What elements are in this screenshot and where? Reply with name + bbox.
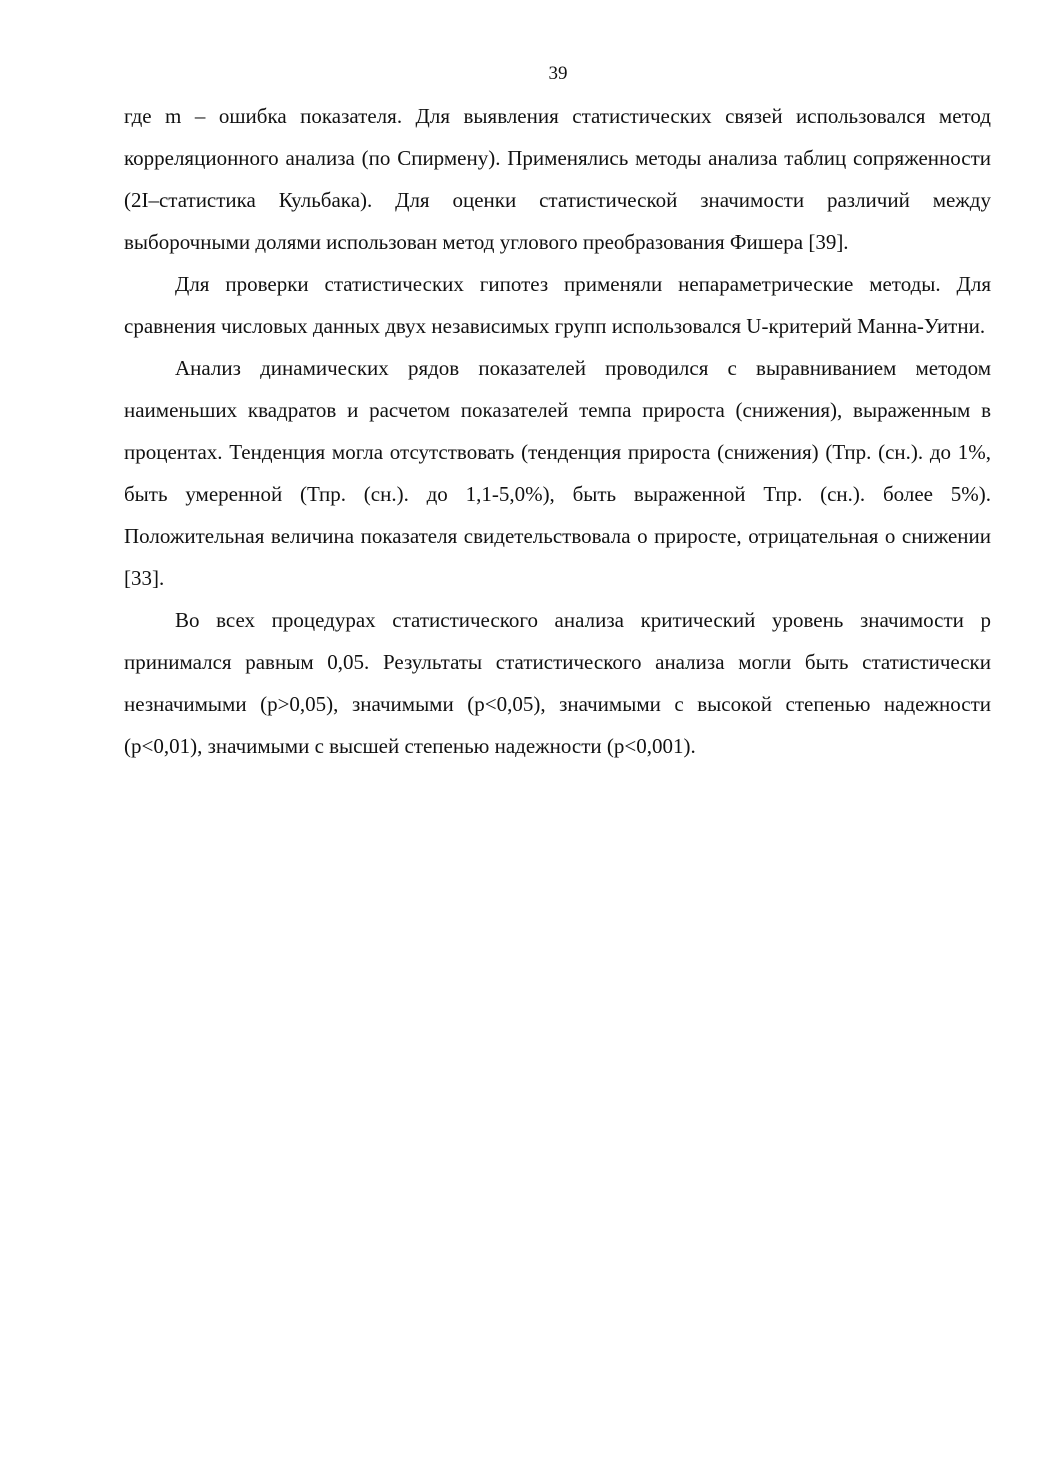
page-number: 39: [548, 63, 568, 84]
paragraph-nonparametric-tests: Для проверки статистических гипотез применяли непараметрические методы. Для сравнения числовых данных двух независимых групп использовался U-критерий Манна-Уитни.: [124, 272, 991, 338]
paragraph-time-series-analysis: Анализ динамических рядов показателей проводился с выравниванием методом наименьших квадратов и расчетом показателей темпа прироста (снижения), выраженным в процентах. Тенденция могла отсутствовать (тенденция прироста (снижения) (Тпр. (сн.). до 1%, быть умеренной (Тпр. (сн.). до 1,1-5,0%), быть выраженной Тпр. (сн.). более 5%). Положительная величина показателя свидетельствовала о приросте, отрицательная о снижении [33].: [124, 356, 991, 590]
body-text: [124, 95, 991, 767]
paragraph-significance-level: Во всех процедурах статистического анализа критический уровень значимости p принимался равным 0,05. Результаты статистического анализа могли быть статистически незначимыми (p>0,05), значимыми (p<0,05), значимыми с высокой степенью надежности (p<0,01), значимыми с высшей степенью надежности (p<0,001).: [124, 608, 991, 758]
paragraph-methods-correlation: где m – ошибка показателя. Для выявления статистических связей использовался метод корреляционного анализа (по Спирмену). Применялись методы анализа таблиц сопряженности (2I–статистика Кульбака). Для оценки статистической значимости различий между выборочными долями использован метод углового преобразования Фишера [39].: [124, 104, 991, 254]
